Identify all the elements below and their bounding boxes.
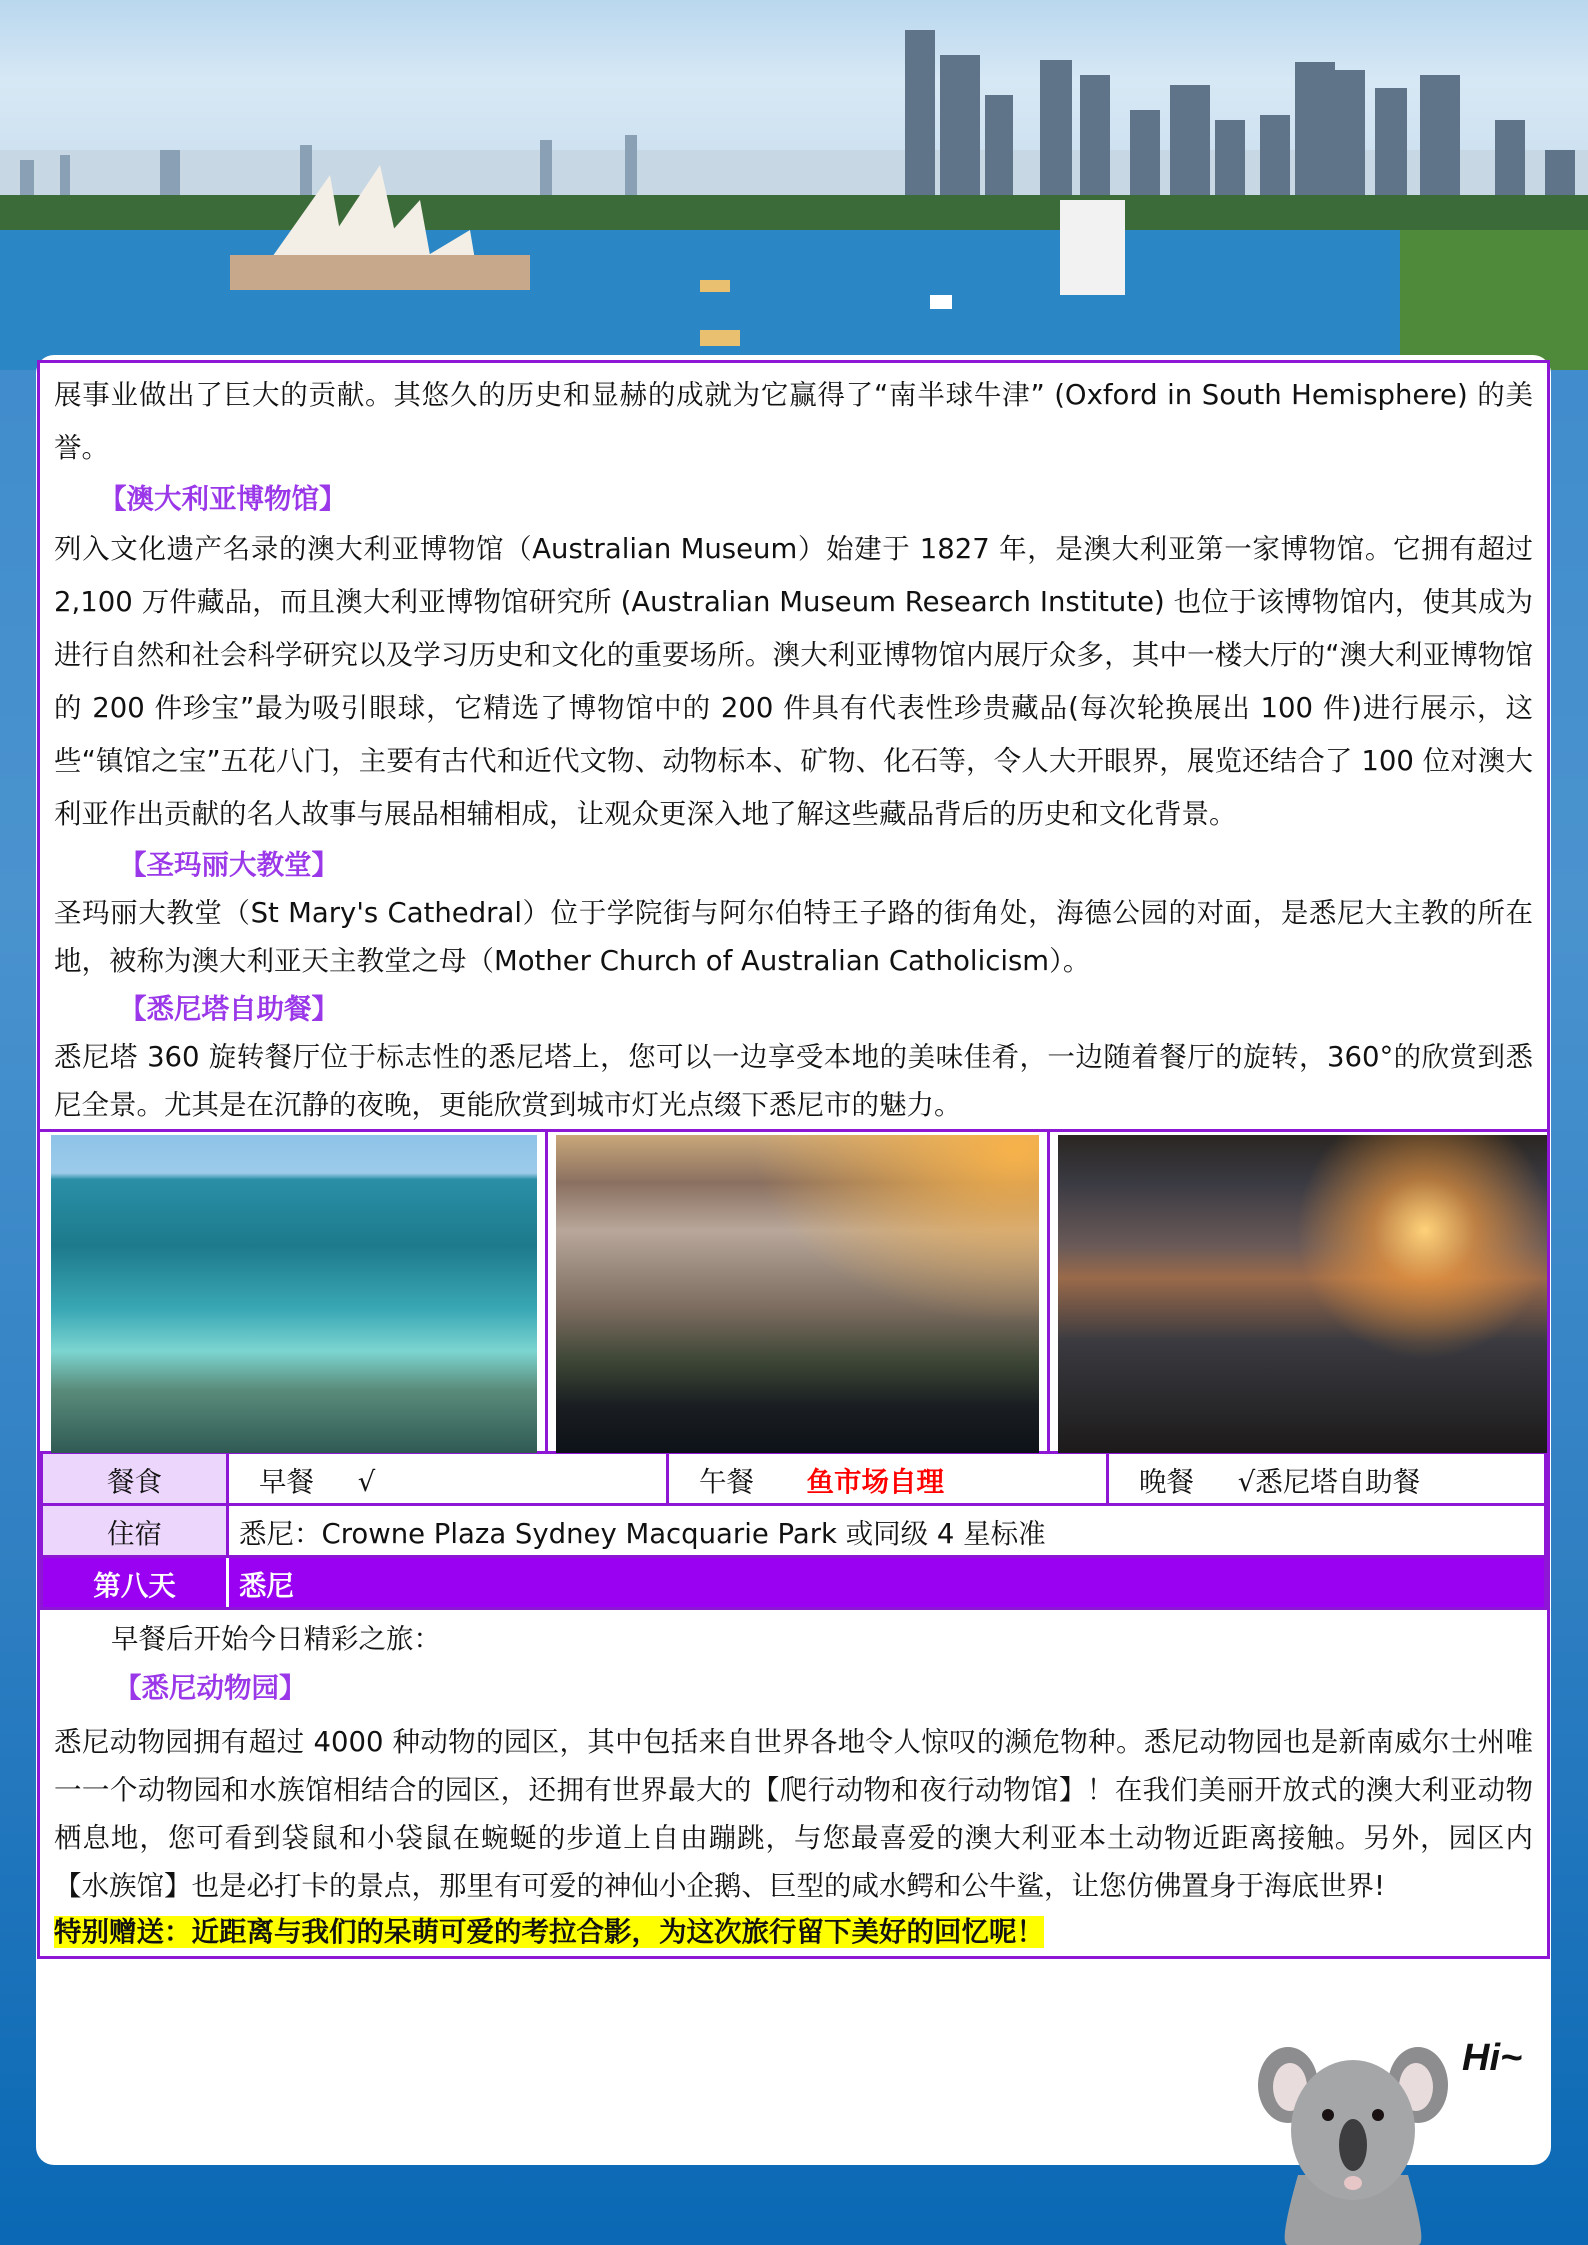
lunch-value: 鱼市场自理 (806, 1465, 944, 1498)
accommodation-value: 悉尼：Crowne Plaza Sydney Macquarie Park 或同级 4 星标准 (228, 1505, 1546, 1557)
accommodation-row (42, 1505, 1546, 1557)
day-city: 悉尼 (228, 1557, 1546, 1609)
meals-row (42, 1453, 1546, 1505)
hero-banner (0, 0, 1588, 370)
section-heading-museum: 【澳大利亚博物馆】 (99, 483, 347, 515)
day8-block (40, 1610, 1547, 1959)
lunch-label: 午餐 (699, 1465, 754, 1498)
section-body-tower-buffet: 悉尼塔 360 旋转餐厅位于标志性的悉尼塔上，您可以一边享受本地的美味佳肴，一边随着餐厅的旋转，360°的欣赏到悉尼全景。尤其是在沉静的夜晚，更能欣赏到城市灯光点缀下悉尼市的魅力。 (54, 1041, 1533, 1121)
section-body-cathedral: 圣玛丽大教堂（St Mary's Cathedral）位于学院街与阿尔伯特王子路的街角处，海德公园的对面，是悉尼大主教的所在地，被称为澳大利亚天主教堂之母（Mother Church of Australian Catholicism）。 (54, 897, 1533, 977)
special-gift-line (54, 1910, 1533, 1954)
photo-strip (40, 1129, 1547, 1451)
day-header-row (42, 1557, 1546, 1609)
section-heading-zoo: 【悉尼动物园】 (114, 1672, 307, 1704)
section-body-museum: 列入文化遗产名录的澳大利亚博物馆（Australian Museum）始建于 1827 年，是澳大利亚第一家博物馆。它拥有超过 2,100 万件藏品，而且澳大利亚博物馆研究所 (Australian Museum Research Institute) 也位于该博物馆内，使其成为进行自然和社会科学研究以及学习历史和文化的重要场所。澳大利亚博物馆内展厅众多，其中一楼大厅的“澳大利亚博物馆的 200 件珍宝”最为吸引眼球，它精选了博物馆中的 200 件具有代表性珍贵藏品(每次轮换展出 100 件)进行展示，这些“镇馆之宝”五花八门，主要有古代和近代文物、动物标本、矿物、化石等，令人大开眼界，展览还结合了 100 位对澳大利亚作出贡献的名人故事与展品相辅相成，让观众更深入地了解这些藏品背后的历史和文化背景。 (54, 533, 1533, 830)
meal-accommodation-table (40, 1451, 1547, 1610)
intro-text: 展事业做出了巨大的贡献。其悠久的历史和显赫的成就为它赢得了“南半球牛津” (Oxford in South Hemisphere) 的美誉。 (54, 379, 1533, 464)
sydney-tower-restaurant-photo (1058, 1135, 1547, 1453)
accommodation-label: 住宿 (42, 1505, 228, 1557)
sydney-harbour-aerial-photo (556, 1135, 1038, 1453)
greeting-text: Hi~ (1462, 2037, 1523, 2079)
meals-label: 餐食 (42, 1453, 228, 1505)
section-heading-tower-buffet: 【悉尼塔自助餐】 (119, 993, 339, 1025)
breakfast-cell: 早餐 √ (228, 1453, 668, 1505)
divider (545, 1132, 548, 1451)
sydney-skyline-illustration (0, 0, 1588, 370)
day8-intro: 早餐后开始今日精彩之旅： (111, 1623, 441, 1655)
divider (1047, 1132, 1050, 1451)
koala-mascot-icon (1258, 2035, 1448, 2245)
dinner-cell: 晚餐 √悉尼塔自助餐 (1108, 1453, 1546, 1505)
day-label: 第八天 (42, 1557, 228, 1609)
bondi-icebergs-pool-photo (51, 1135, 537, 1453)
special-gift-highlight: 特别赠送：近距离与我们的呆萌可爱的考拉合影，为这次旅行留下美好的回忆呢！ (54, 1916, 1044, 1948)
itinerary-box (37, 360, 1550, 1959)
section-body-zoo: 悉尼动物园拥有超过 4000 种动物的园区，其中包括来自世界各地令人惊叹的濒危物种。悉尼动物园也是新南威尔士州唯一一个动物园和水族馆相结合的园区，还拥有世界最大的【爬行动物和夜行动物馆】！在我们美丽开放式的澳大利亚动物栖息地，您可看到袋鼠和小袋鼠在蜿蜒的步道上自由蹦跳，与您最喜爱的澳大利亚本土动物近距离接触。另外，园区内【水族馆】也是必打卡的景点，那里有可爱的神仙小企鹅、巨型的咸水鳄和公牛鲨，让您仿佛置身于海底世界! (54, 1726, 1533, 1902)
intro-block (40, 363, 1547, 1129)
section-heading-cathedral: 【圣玛丽大教堂】 (119, 849, 339, 881)
lunch-cell (668, 1453, 1108, 1505)
